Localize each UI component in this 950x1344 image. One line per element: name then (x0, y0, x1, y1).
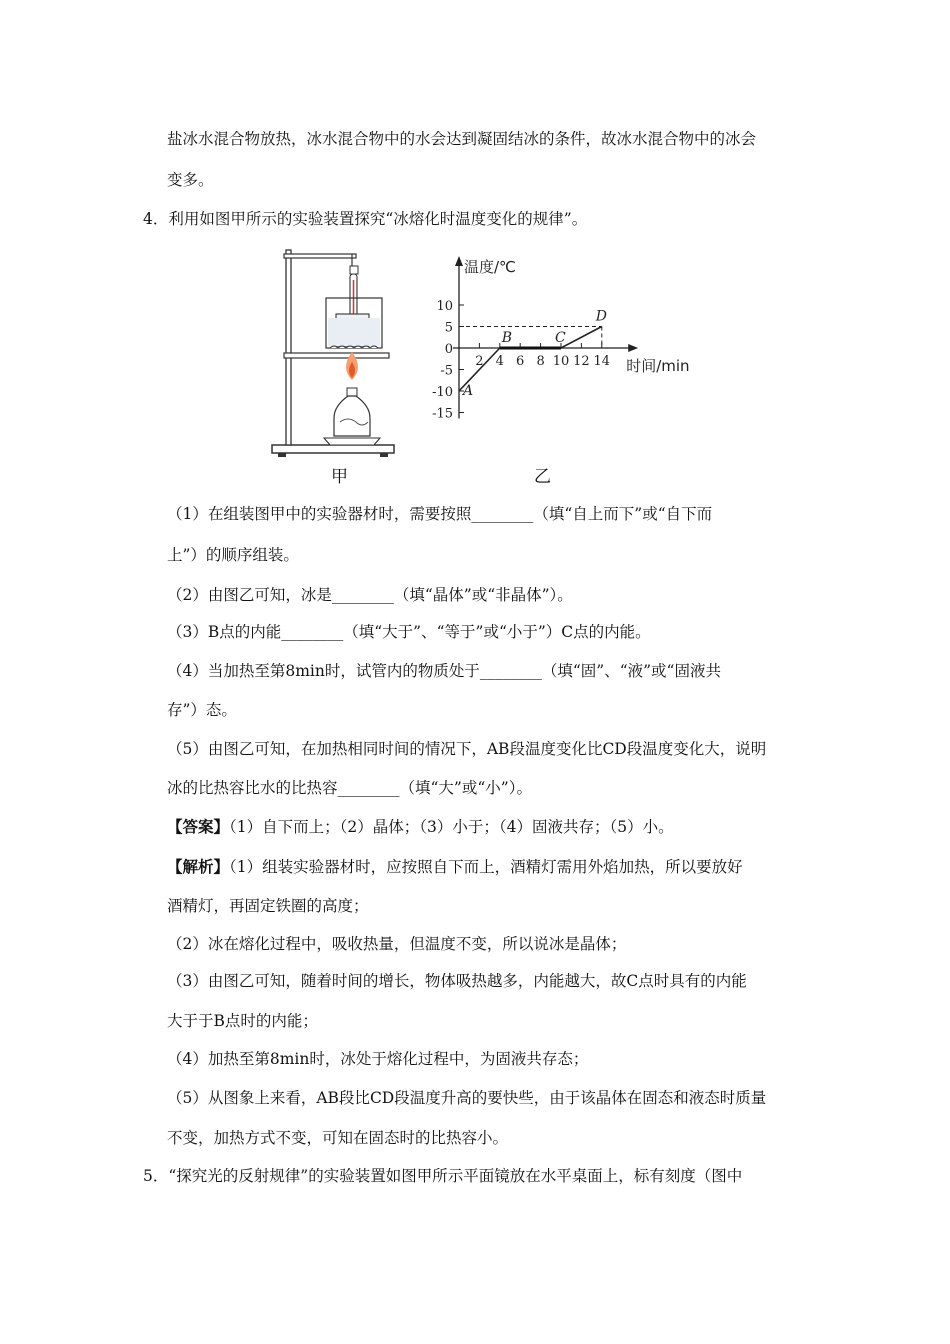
analysis-text-1: （1）组装实验器材时，应按照自下而上，酒精灯需用外焰加热，所以要放好 (229, 858, 743, 876)
x-tick-label: 10 (552, 354, 570, 369)
analysis-tag: 【解析】 (167, 857, 230, 876)
analysis-line: 大于于B点时的内能； (167, 1012, 318, 1030)
question-5-heading: 5．“探究光的反射规律”的实验装置如图甲所示平面镜放在水平桌面上，标有刻度（图中 (143, 1167, 743, 1185)
sub-question-2: （2）由图乙可知，冰是________（填“晶体”或“非晶体”）。 (167, 586, 573, 604)
y-tick-label: 10 (436, 299, 453, 314)
x-tick-label: 2 (475, 354, 484, 369)
sub-question-4: （4）当加热至第8min时，试管内的物质处于________（填“固”、“液”或“固液共 (167, 662, 721, 680)
paragraph-line: 变多。 (167, 171, 214, 189)
point-label-A: A (463, 383, 474, 399)
analysis-line (167, 857, 743, 877)
y-tick-label: -5 (440, 363, 453, 379)
sub-question-3: （3）B点的内能________（填“大于”、“等于”或“小于”）C点的内能。 (167, 623, 651, 641)
caption-right: 乙 (534, 467, 551, 487)
y-tick-label: 0 (444, 342, 453, 357)
point-label-C: C (555, 330, 566, 346)
temperature-time-chart (268, 238, 718, 488)
sub-question-1: （1）在组装图甲中的实验器材时，需要按照________（填“自上而下”或“自下而 (167, 505, 713, 523)
caption-left: 甲 (331, 467, 348, 487)
paragraph-line: 盐冰水混合物放热，冰水混合物中的水会达到凝固结冰的条件，故冰水混合物中的冰会 (167, 130, 757, 148)
y-tick-label: -10 (432, 385, 453, 400)
figure (268, 238, 718, 488)
sub-question-4-cont: 存”）态。 (167, 701, 237, 719)
x-tick-label: 12 (573, 354, 590, 369)
x-tick-label: 14 (593, 354, 611, 369)
sub-question-1-cont: 上”）的顺序组装。 (167, 546, 299, 564)
analysis-line: （3）由图乙可知，随着时间的增长，物体吸热越多，内能越大，故C点时具有的内能 (167, 972, 747, 990)
answer-tag: 【答案】 (167, 817, 230, 836)
question-4-heading: 4．利用如图甲所示的实验装置探究“冰熔化时温度变化的规律”。 (143, 210, 588, 228)
sub-question-5: （5）由图乙可知，在加热相同时间的情况下，AB段温度变化比CD段温度变化大，说明 (167, 740, 767, 758)
sub-question-5-cont: 冰的比热容比水的比热容________（填“大”或“小”）。 (167, 779, 532, 797)
analysis-line: （4）加热至第8min时，冰处于熔化过程中，为固液共存态； (167, 1050, 589, 1068)
x-axis-arrow (628, 344, 638, 352)
analysis-line: 酒精灯，再固定铁圈的高度； (167, 897, 369, 915)
answer-line (167, 817, 674, 837)
x-tick-label: 4 (495, 354, 504, 369)
point-label-B: B (501, 330, 513, 346)
analysis-line: （2）冰在熔化过程中，吸收热量，但温度不变，所以说冰是晶体； (167, 935, 627, 953)
y-tick-label: -15 (432, 406, 453, 422)
analysis-line: 不变，加热方式不变，可知在固态时的比热容小。 (167, 1129, 509, 1147)
x-axis-title: 时间/min (626, 357, 690, 375)
y-tick-label: 5 (444, 320, 453, 336)
y-axis-title: 温度/℃ (464, 258, 516, 276)
x-tick-label: 8 (536, 354, 545, 369)
x-tick-label: 6 (516, 354, 525, 369)
point-label-D: D (595, 308, 608, 325)
y-axis-arrow (455, 256, 463, 266)
answer-text: （1）自下而上；（2）晶体；（3）小于；（4）固液共存；（5）小。 (229, 818, 674, 836)
analysis-line: （5）从图象上来看，AB段比CD段温度升高的要快些，由于该晶体在固态和液态时质量 (167, 1089, 767, 1107)
